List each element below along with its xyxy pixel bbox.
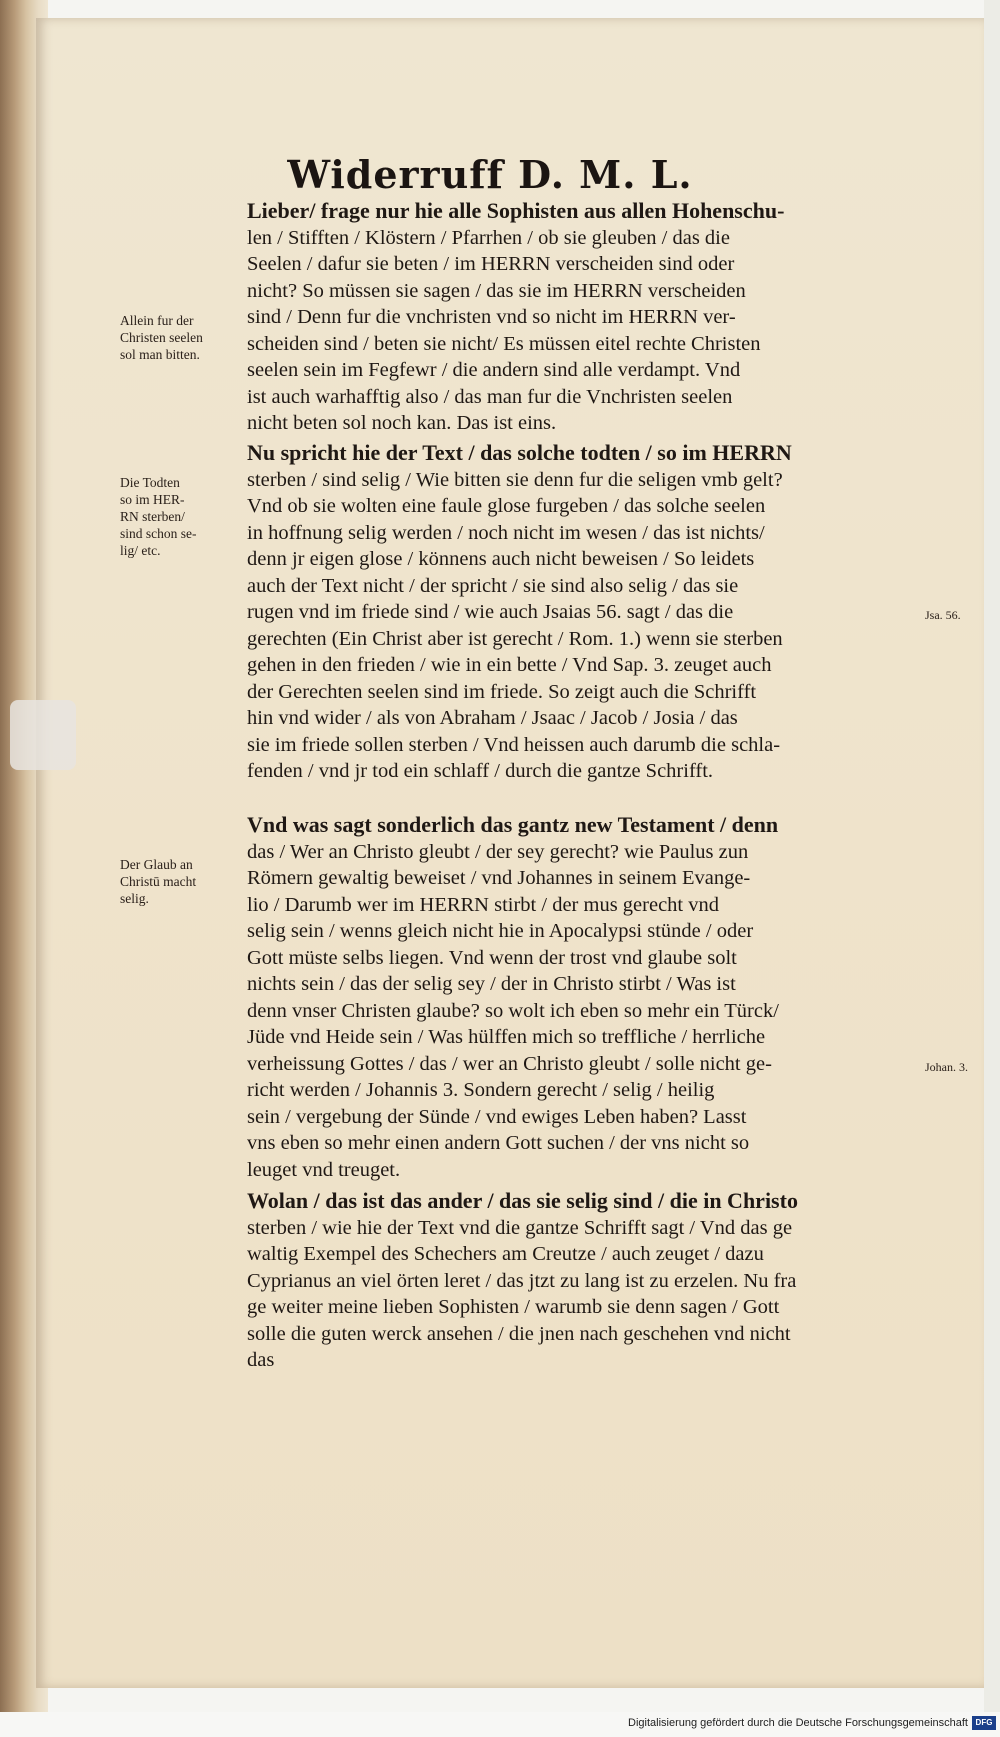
text-line: fenden / vnd jr tod ein schlaff / durch die gantze Schrifft. <box>247 760 714 782</box>
gloss-line: Der Glaub an <box>120 857 193 872</box>
gloss-line: selig. <box>120 891 149 906</box>
footer-credit: Digitalisierung gefördert durch die Deutsche Forschungsgemeinschaft <box>628 1717 968 1729</box>
page-heading: Widerruff D. M. L. <box>287 152 693 197</box>
paragraph-3 <box>247 812 922 1183</box>
text-line: auch der Text nicht / der spricht / sie sind also selig / das sie <box>247 574 739 597</box>
text-line: seelen sein im Fegfewr / die andern sind alle verdampt. Vnd <box>247 359 741 381</box>
paragraph-1 <box>247 198 922 437</box>
text-line: sie im friede sollen sterben / Vnd heissen auch darumb die schla- <box>247 733 781 756</box>
text-line: waltig Exempel des Schechers am Creutze / auch zeuget / dazu <box>247 1243 764 1265</box>
right-ref-1: Jsa. 56. <box>925 608 961 622</box>
text-line: len / Stifften / Klöstern / Pfarrhen / ob sie gleuben / das die <box>247 226 730 249</box>
text-line: in hoffnung selig werden / noch nicht im wesen / das ist nichts/ <box>247 521 765 544</box>
text-line: das / Wer an Christo gleubt / der sey gerecht? wie Paulus zun <box>247 840 749 863</box>
text-line: Seelen / dafur sie beten / im HERRN verscheiden sind oder <box>247 253 735 275</box>
gloss-line: lig/ etc. <box>120 543 161 558</box>
text-line: Nu spricht hie der Text / das solche todten / so im HERRN <box>247 440 792 465</box>
gloss-line: RN sterben/ <box>120 509 185 524</box>
text-line: Vnd was sagt sonderlich das gantz new Testament / denn <box>247 812 779 837</box>
text-line: denn vnser Christen glaube? so wolt ich eben so mehr ein Türck/ <box>247 999 779 1022</box>
text-line: Jüde vnd Heide sein / Was hülffen mich so treffliche / herrliche <box>247 1026 766 1048</box>
text-line: denn jr eigen glose / könnens auch nicht beweisen / So leidets <box>247 548 755 570</box>
right-margin <box>984 0 1000 1737</box>
text-line: leuget vnd treuget. <box>247 1158 401 1181</box>
text-line: scheiden sind / beten sie nicht/ Es müssen eitel rechte Christen <box>247 332 761 355</box>
text-line: sterben / sind selig / Wie bitten sie denn fur die seligen vmb gelt? <box>247 468 783 491</box>
gloss-line: sind schon se- <box>120 526 197 541</box>
text-line: Gott müste selbs liegen. Vnd wenn der trost vnd glaube solt <box>247 946 737 969</box>
text-line: hin vnd wider / als von Abraham / Jsaac / Jacob / Josia / das <box>247 707 738 729</box>
footer-bar <box>0 1712 1000 1737</box>
text-line: verheissung Gottes / das / wer an Christo gleubt / solle nicht ge- <box>247 1052 772 1075</box>
gloss-line: sol man bitten. <box>120 347 200 362</box>
text-line: ge weiter meine lieben Sophisten / warumb sie denn sagen / Gott <box>247 1296 780 1318</box>
text-line: sein / vergebung der Sünde / vnd ewiges Leben haben? Lasst <box>247 1105 747 1128</box>
text-line: der Gerechten seelen sind im friede. So zeigt auch die Schrifft <box>247 680 757 703</box>
paragraph-4 <box>247 1188 922 1374</box>
gloss-line: Allein fur der <box>120 313 194 328</box>
text-line: selig sein / wenns gleich nicht hie in Apocalypsi stünde / oder <box>247 920 754 942</box>
gloss-line: Christū macht <box>120 874 197 889</box>
text-line: Cyprianus an viel örten leret / das jtzt zu lang ist zu erzelen. Nu fra <box>247 1269 797 1292</box>
text-line: rugen vnd im friede sind / wie auch Jsaias 56. sagt / das die <box>247 601 734 623</box>
gloss-line: Die Todten <box>120 475 180 490</box>
text-line: Lieber/ frage nur hie alle Sophisten aus allen Hohenschu- <box>247 198 785 223</box>
text-line: lio / Darumb wer im HERRN stirbt / der mus gerecht vnd <box>247 893 719 916</box>
text-line: vns eben so mehr einen andern Gott suchen / der vns nicht so <box>247 1132 750 1154</box>
text-line: richt werden / Johannis 3. Sondern gerecht / selig / heilig <box>247 1079 715 1101</box>
margin-gloss-2 <box>120 474 197 559</box>
dfg-logo: DFG <box>972 1716 996 1730</box>
margin-gloss-3 <box>120 856 196 907</box>
text-line: Wolan / das ist das ander / das sie selig sind / die in Christo <box>247 1188 798 1213</box>
text-line: das <box>247 1349 275 1371</box>
text-line: Römern gewaltig beweiset / vnd Johannes in seinem Evange- <box>247 867 751 889</box>
text-line: sterben / wie hie der Text vnd die gantze Schrifft sagt / Vnd das ge <box>247 1216 793 1239</box>
gloss-line: so im HER- <box>120 492 185 507</box>
right-ref-2: Johan. 3. <box>925 1060 968 1074</box>
text-line: solle die guten werck ansehen / die jnen nach geschehen vnd nicht <box>247 1322 791 1345</box>
paragraph-2 <box>247 440 922 785</box>
text-line: nicht? So müssen sie sagen / das sie im HERRN verscheiden <box>247 279 746 302</box>
text-line: Vnd ob sie wolten eine faule glose furgeben / das solche seelen <box>247 495 766 517</box>
text-line: ist auch warhafftig also / das man fur die Vnchristen seelen <box>247 385 733 408</box>
paper-bookmark <box>10 700 76 770</box>
text-line: sind / Denn fur die vnchristen vnd so nicht im HERRN ver- <box>247 306 736 328</box>
text-line: gehen in den frieden / wie in ein bette / Vnd Sap. 3. zeuget auch <box>247 654 772 676</box>
margin-gloss-1 <box>120 312 203 363</box>
gloss-line: Christen seelen <box>120 330 203 345</box>
text-line: nichts sein / das der selig sey / der in Christo stirbt / Was ist <box>247 973 736 995</box>
text-line: nicht beten sol noch kan. Das ist eins. <box>247 412 557 434</box>
text-line: gerechten (Ein Christ aber ist gerecht / Rom. 1.) wenn sie sterben <box>247 627 783 650</box>
